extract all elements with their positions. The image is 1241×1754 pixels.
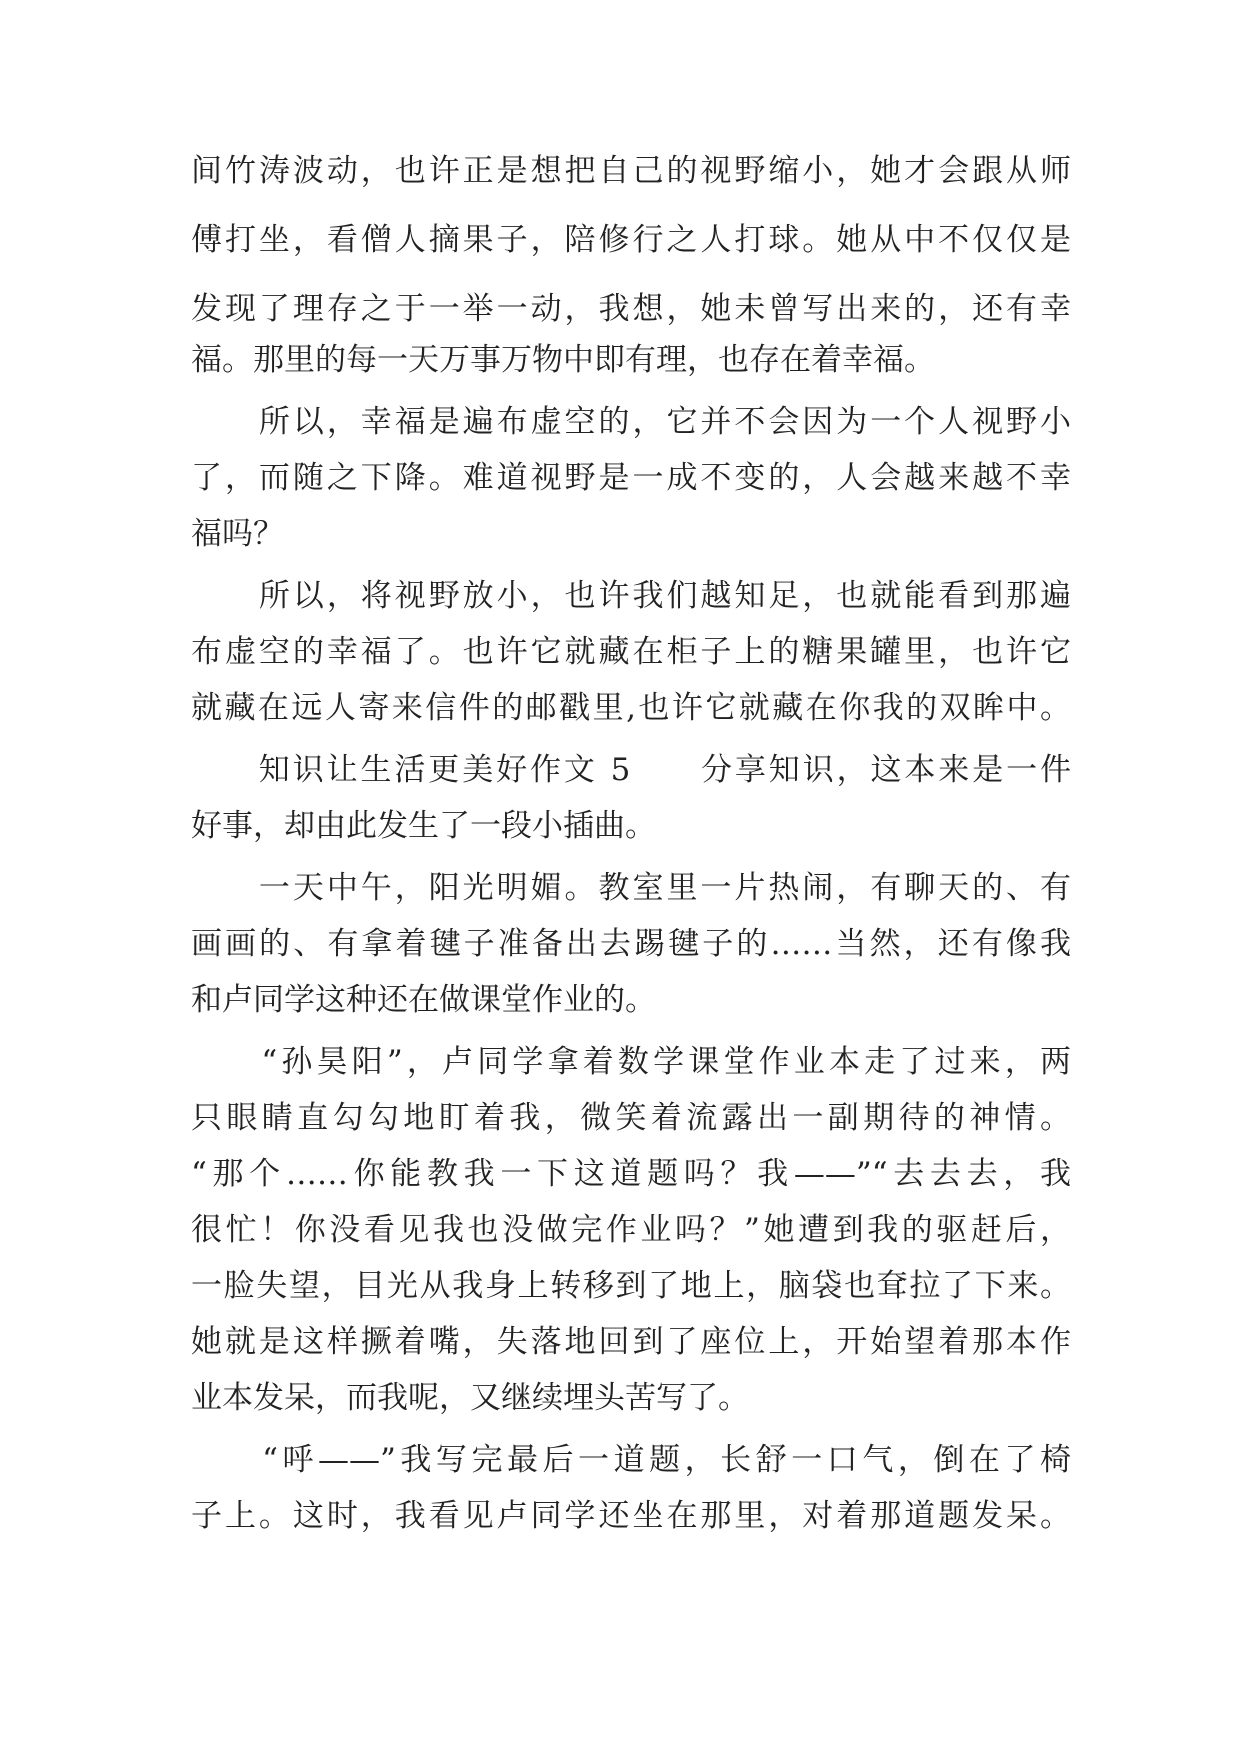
text-line: 子上。这时，我看见卢同学还坐在那里，对着那道题发呆。 (191, 1498, 1071, 1534)
text-line: 业本发呆，而我呢，又继续埋头苦写了。 (191, 1380, 749, 1416)
text-line: 了，而随之下降。难道视野是一成不变的，人会越来越不幸 (191, 460, 1071, 496)
text-line: 所以，将视野放小，也许我们越知足，也就能看到那遍 (191, 578, 1071, 614)
text-line: 画画的、有拿着毽子准备出去踢毽子的……当然，还有像我 (191, 926, 1071, 962)
text-line: 好事，却由此发生了一段小插曲。 (191, 808, 656, 844)
text-line: 她就是这样撅着嘴，失落地回到了座位上，开始望着那本作 (191, 1324, 1071, 1360)
text-line: 间竹涛波动，也许正是想把自己的视野缩小，她才会跟从师 (191, 153, 1071, 189)
text-line: 所以，幸福是遍布虚空的，它并不会因为一个人视野小 (191, 404, 1071, 440)
text-line: 知识让生活更美好作文 5 分享知识，这本来是一件 (191, 752, 1071, 788)
text-line: 一天中午，阳光明媚。教室里一片热闹，有聊天的、有 (191, 870, 1071, 906)
text-line: 和卢同学这种还在做课堂作业的。 (191, 982, 656, 1018)
text-line: “那个……你能教我一下这道题吗？我——”“去去去，我 (191, 1156, 1071, 1192)
text-line: “呼——”我写完最后一道题，长舒一口气，倒在了椅 (191, 1442, 1071, 1478)
text-line: 布虚空的幸福了。也许它就藏在柜子上的糖果罐里，也许它 (191, 634, 1071, 670)
text-line: “孙昊阳”，卢同学拿着数学课堂作业本走了过来，两 (191, 1044, 1071, 1080)
text-line: 很忙！你没看见我也没做完作业吗？”她遭到我的驱赶后， (191, 1212, 1071, 1248)
text-line: 福。那里的每一天万事万物中即有理，也存在着幸福。 (191, 342, 935, 378)
text-line: 福吗？ (191, 516, 284, 552)
text-line: 傅打坐，看僧人摘果子，陪修行之人打球。她从中不仅仅是 (191, 222, 1071, 258)
text-line: 一脸失望，目光从我身上转移到了地上，脑袋也耷拉了下来。 (191, 1268, 1071, 1304)
text-line: 就藏在远人寄来信件的邮戳里,也许它就藏在你我的双眸中。 (191, 690, 1071, 726)
text-line: 发现了理存之于一举一动，我想，她未曾写出来的，还有幸 (191, 291, 1071, 327)
text-line: 只眼睛直勾勾地盯着我，微笑着流露出一副期待的神情。 (191, 1100, 1071, 1136)
